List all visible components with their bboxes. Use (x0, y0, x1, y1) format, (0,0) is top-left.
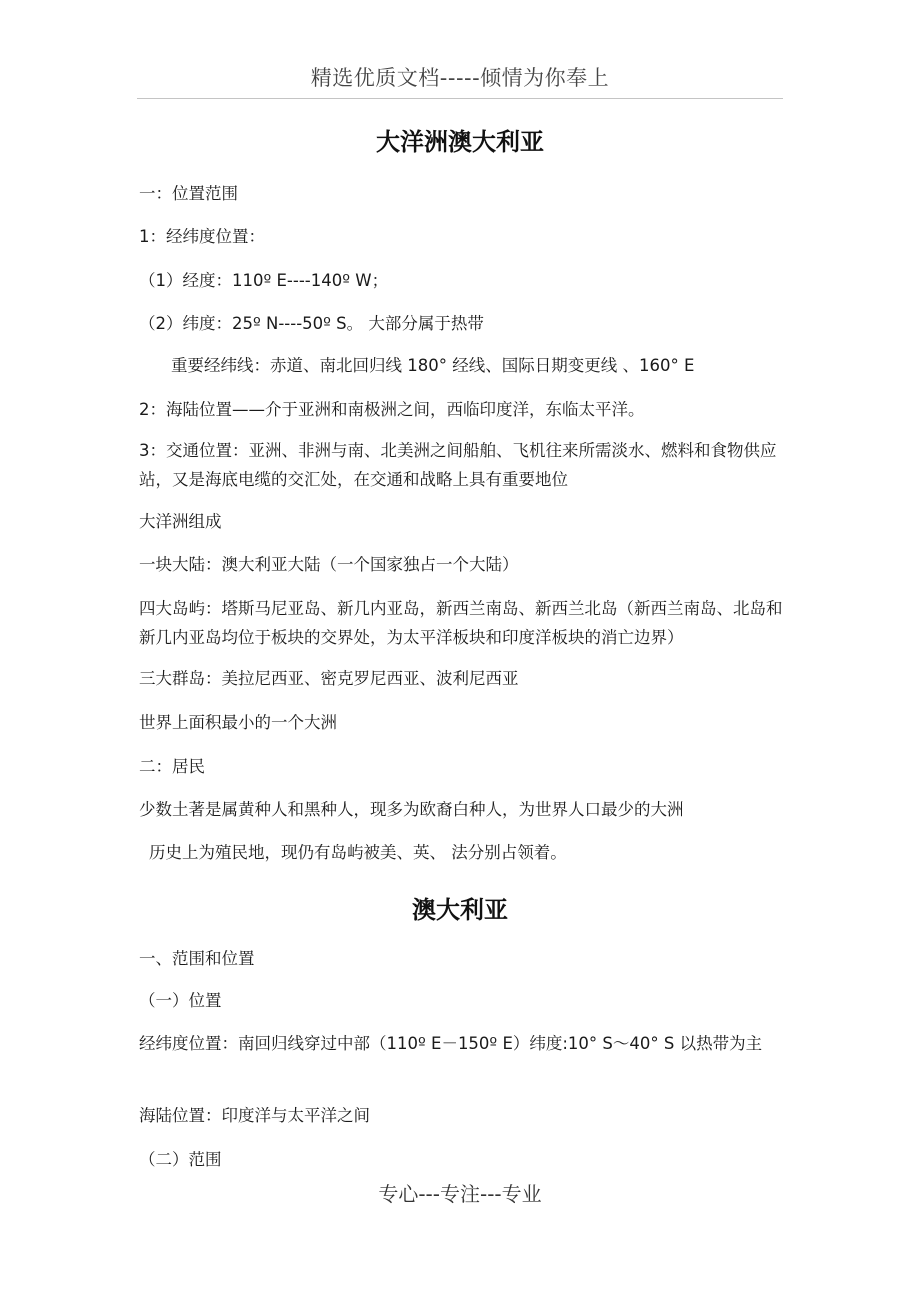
header-divider (137, 98, 783, 99)
heading-residents: 二：居民 (139, 757, 205, 776)
population-line: 少数土著是属黄种人和黑种人，现多为欧裔白种人，为世界人口最少的大洲 (139, 800, 684, 819)
subheading-range: （二）范围 (139, 1150, 222, 1169)
section-title-australia: 澳大利亚 (412, 896, 508, 924)
archipelagos-line: 三大群岛：美拉尼西亚、密克罗尼西亚、波利尼西亚 (139, 669, 519, 688)
traffic-position: 3：交通位置：亚洲、非洲与南、北美洲之间船舶、飞机往来所需淡水、燃料和食物供应站，又是海底电缆的交汇处，在交通和战略上具有重要地位 (139, 441, 777, 489)
page-footer: 专心---专注---专业 (378, 1182, 542, 1206)
sea-land-position: 2：海陆位置——介于亚洲和南极洲之间，西临印度洋，东临太平洋。 (139, 400, 645, 419)
australia-sea-land: 海陆位置：印度洋与太平洋之间 (139, 1106, 370, 1125)
subheading-coordinates: 1：经纬度位置： (139, 227, 265, 246)
composition-heading: 大洋洲组成 (139, 512, 222, 531)
continent-line: 一块大陆：澳大利亚大陆（一个国家独占一个大陆） (139, 555, 519, 574)
colonial-history-line: 历史上为殖民地，现仍有岛屿被美、英、 法分别占领着。 (149, 843, 567, 862)
page-header: 精选优质文档-----倾情为你奉上 (310, 66, 610, 90)
latitude-line: （2）纬度：25º N----50º S。 大部分属于热带 (139, 314, 484, 333)
subheading-position: （一）位置 (139, 991, 222, 1010)
section-title-oceania: 大洋洲澳大利亚 (376, 128, 544, 156)
australia-coordinates: 经纬度位置：南回归线穿过中部（110º E－150º E）纬度:10° S～40° S 以热带为主 (139, 1034, 763, 1053)
heading-location-range: 一：位置范围 (139, 184, 238, 203)
heading-range-position: 一、范围和位置 (139, 949, 255, 968)
smallest-continent-line: 世界上面积最小的一个大洲 (139, 713, 337, 732)
islands-line: 四大岛屿：塔斯马尼亚岛、新几内亚岛，新西兰南岛、新西兰北岛（新西兰南岛、北岛和新几内亚岛均位于板块的交界处，为太平洋板块和印度洋板块的消亡边界） (139, 599, 783, 647)
key-lines: 重要经纬线：赤道、南北回归线 180° 经线、国际日期变更线 、160° E (171, 356, 695, 375)
longitude-line: （1）经度：110º E----140º W； (139, 271, 389, 290)
